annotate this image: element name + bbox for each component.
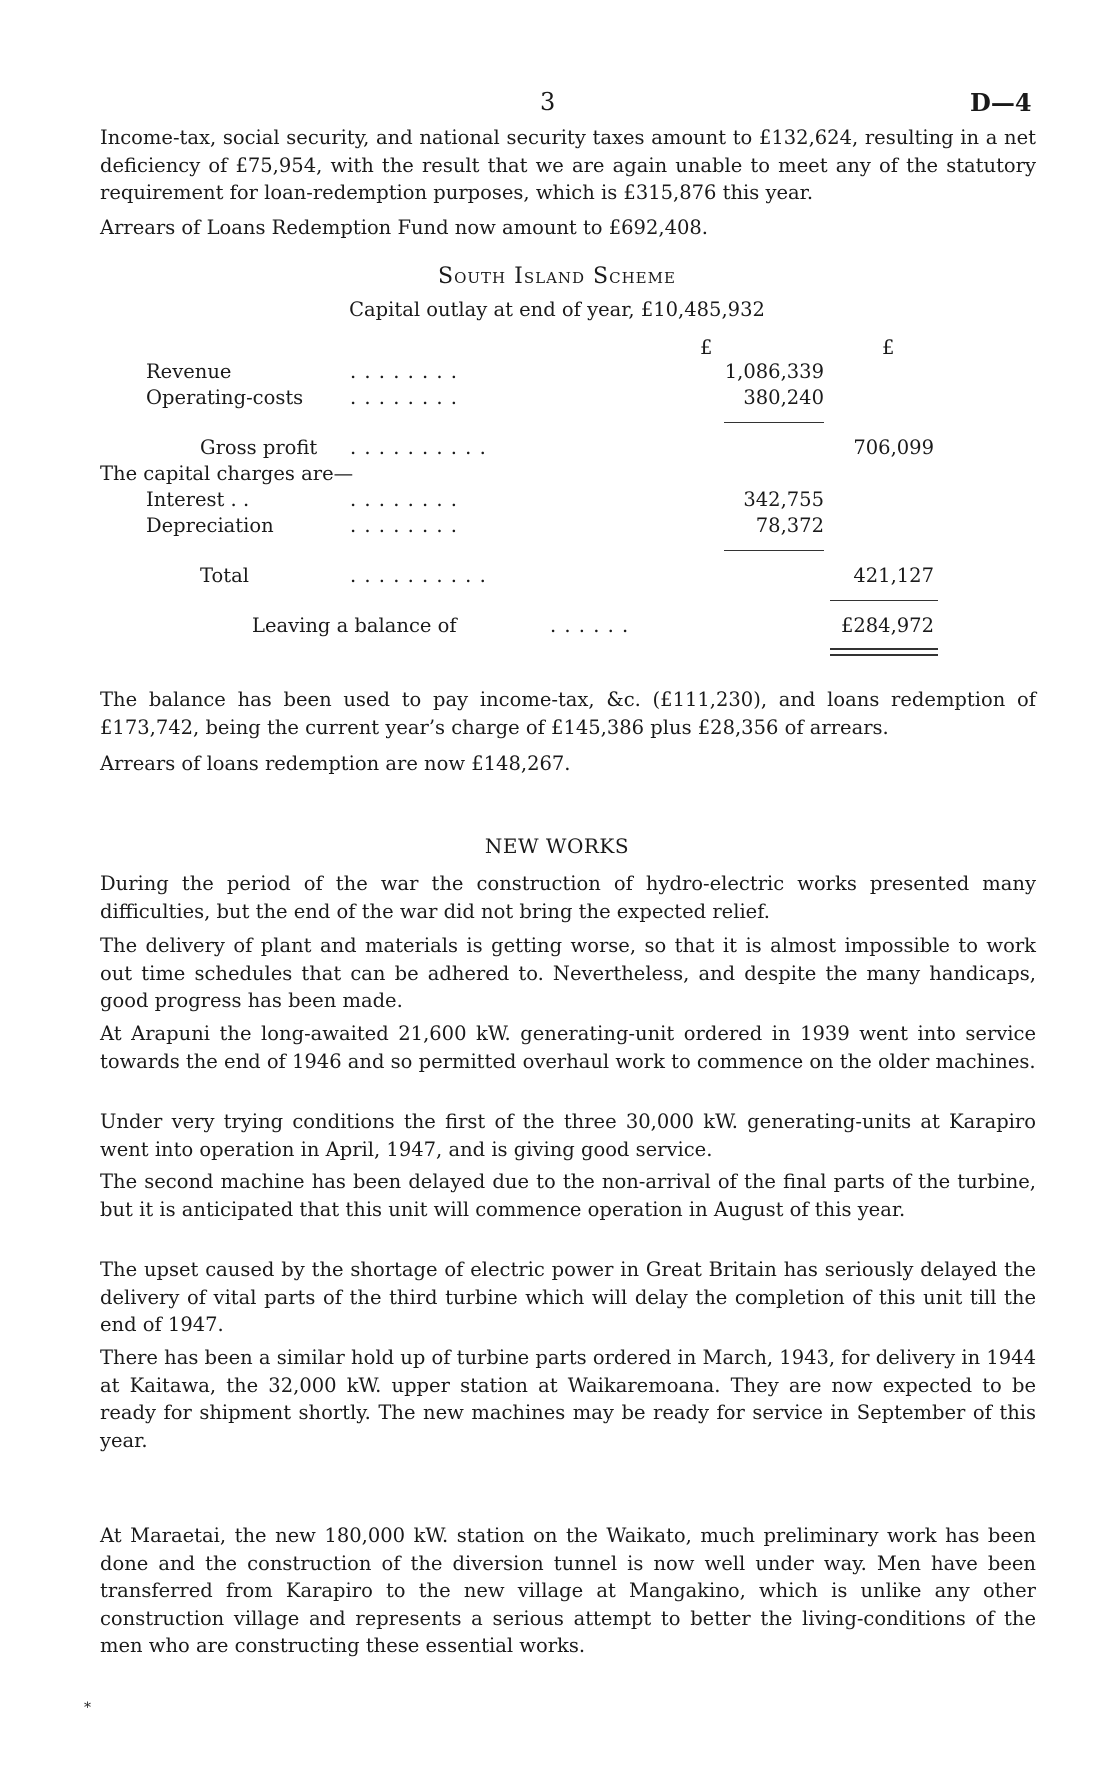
balance-usage-text: The balance has been used to pay income-tax, &c. (£111,230), and loans redemption of £173,742, being the current year’s charge of £145,386 plus £28,356 of arrears. — [100, 688, 1036, 739]
depreciation-leader-dots: . . . . . . . . — [350, 514, 458, 537]
new-works-paragraph-5 — [100, 1168, 1036, 1223]
depreciation-value: 78,372 — [755, 514, 824, 537]
subtotal-rule-1 — [724, 422, 824, 423]
balance-usage-paragraph — [100, 686, 1036, 741]
new-works-paragraph-4 — [100, 1108, 1036, 1163]
double-rule-top — [830, 648, 938, 650]
document-code: D—4 — [970, 88, 1032, 117]
new-works-paragraph-2 — [100, 932, 1036, 1015]
balance-leader-dots: . . . . . . — [550, 614, 630, 637]
new-works-paragraph-8 — [100, 1522, 1036, 1660]
arrears-text: Arrears of loans redemption are now £148,267. — [100, 752, 571, 775]
new-works-paragraph-5-text: The second machine has been delayed due to the non-arrival of the final parts of the turbine, but it is anticipated that this unit will commence operation in August of this year. — [100, 1170, 1036, 1221]
gross-profit-label: Gross profit — [200, 436, 318, 459]
arrears-paragraph — [100, 750, 1036, 778]
revenue-label: Revenue — [146, 360, 232, 383]
new-works-paragraph-7 — [100, 1344, 1036, 1454]
new-works-paragraph-1 — [100, 870, 1036, 925]
new-works-paragraph-8-text: At Maraetai, the new 180,000 kW. station on the Waikato, much preliminary work has been done and the construction of the diversion tunnel is now well under way. Men have been transferred from Karapiro to the new village at Mangakino, which is unlike any other construction village and represents a serious attempt to better the living-conditions of the men who are constructing these essential works. — [100, 1524, 1036, 1657]
gross-profit-leader-dots: . . . . . . . . . . — [350, 436, 487, 459]
new-works-paragraph-7-text: There has been a similar hold up of turbine parts ordered in March, 1943, for delivery in 1944 at Kaitawa, the 32,000 kW. upper station at Waikaremoana. They are now expected to be ready for shipment shortly. The new machines may be ready for service in September of this year. — [100, 1346, 1036, 1452]
interest-value: 342,755 — [743, 488, 824, 511]
total-label: Total — [200, 564, 249, 587]
section-title-south-island: South Island Scheme — [438, 264, 676, 289]
revenue-leader-dots: . . . . . . . . — [350, 360, 458, 383]
intro-paragraph-1-text: Income-tax, social security, and national security taxes amount to £132,624, resulting in a net deficiency of £75,954, with the result that we are again unable to meet any of the statutory requirement for loan-redemption purposes, which is £315,876 this year. — [100, 126, 1036, 204]
balance-value: £284,972 — [840, 614, 934, 637]
operating-costs-leader-dots: . . . . . . . . — [350, 386, 458, 409]
interest-leader-dots: . . . . . . . . — [350, 488, 458, 511]
total-value: 421,127 — [853, 564, 934, 587]
section-title-new-works: NEW WORKS — [484, 834, 630, 858]
capital-outlay-subtitle: Capital outlay at end of year, £10,485,932 — [349, 298, 765, 321]
new-works-paragraph-6-text: The upset caused by the shortage of electric power in Great Britain has seriously delayed the delivery of vital parts of the third turbine which will delay the completion of this unit till the end of 1947. — [100, 1258, 1036, 1336]
intro-paragraph-2-text: Arrears of Loans Redemption Fund now amount to £692,408. — [100, 216, 708, 239]
new-works-paragraph-2-text: The delivery of plant and materials is getting worse, so that it is almost impossible to work out time schedules that can be adhered to. Nevertheless, and despite the many handicaps, good progress has been made. — [100, 934, 1036, 1012]
new-works-paragraph-6 — [100, 1256, 1036, 1339]
intro-paragraph-2 — [100, 214, 1036, 242]
capital-charges-intro: The capital charges are— — [100, 462, 354, 485]
column-header-pounds-2: £ — [882, 336, 895, 359]
new-works-paragraph-3 — [100, 1020, 1036, 1075]
new-works-paragraph-4-text: Under very trying conditions the first of the three 30,000 kW. generating-units at Karapiro went into operation in April, 1947, and is giving good service. — [100, 1110, 1036, 1161]
total-rule — [830, 600, 938, 601]
footer-asterisk: * — [84, 1700, 91, 1716]
double-rule-bottom — [830, 654, 938, 656]
total-leader-dots: . . . . . . . . . . — [350, 564, 487, 587]
operating-costs-value: 380,240 — [743, 386, 824, 409]
balance-label: Leaving a balance of — [252, 614, 457, 637]
new-works-paragraph-1-text: During the period of the war the construction of hydro-electric works presented many difficulties, but the end of the war did not bring the expected relief. — [100, 872, 1036, 923]
subtotal-rule-2 — [724, 550, 824, 551]
intro-paragraph-1 — [100, 124, 1036, 207]
gross-profit-value: 706,099 — [853, 436, 934, 459]
revenue-value: 1,086,339 — [724, 360, 824, 383]
page-number: 3 — [540, 88, 556, 116]
interest-label: Interest . . — [146, 488, 250, 511]
depreciation-label: Depreciation — [146, 514, 274, 537]
new-works-paragraph-3-text: At Arapuni the long-awaited 21,600 kW. generating-unit ordered in 1939 went into service towards the end of 1946 and so permitted overhaul work to commence on the older machines. — [100, 1022, 1036, 1073]
operating-costs-label: Operating-costs — [146, 386, 304, 409]
column-header-pounds-1: £ — [700, 336, 713, 359]
